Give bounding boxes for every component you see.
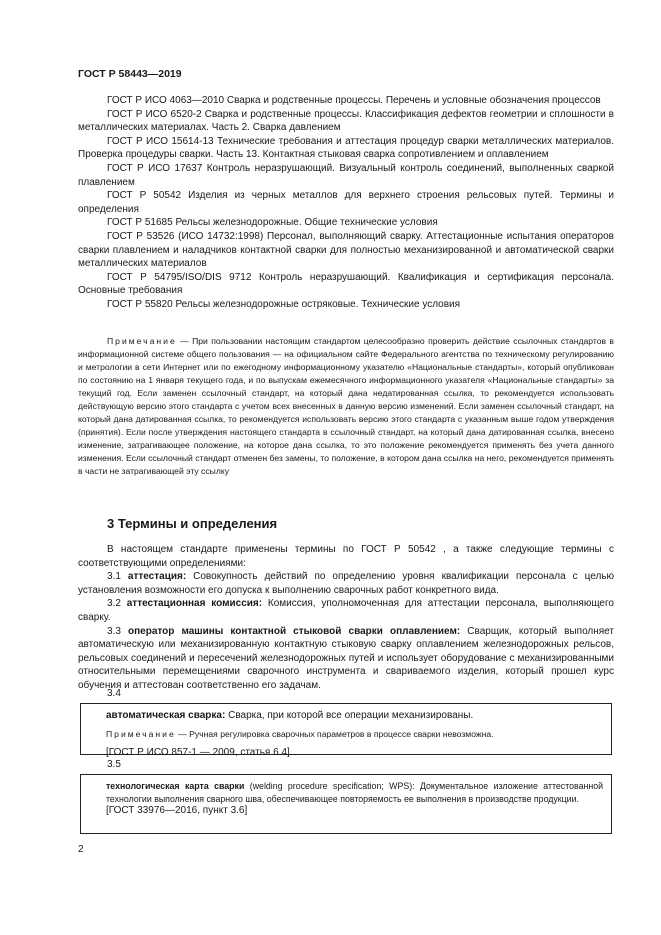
- term-entry: [78, 597, 614, 624]
- section-body: [78, 543, 614, 693]
- term-name: оператор машины контактной стыковой сварки оплавлением:: [128, 625, 461, 637]
- term-name: аттестационная комиссия:: [126, 598, 263, 610]
- reference-item: ГОСТ Р 50542 Изделия из черных металлов для верхнего строения рельсовых путей. Термины и определения: [78, 190, 614, 215]
- term-source: [ГОСТ Р ИСО 857-1 — 2009, статья 6.4]: [106, 747, 290, 759]
- term-name: автоматическая сварка:: [106, 710, 226, 721]
- reference-item: ГОСТ Р 53526 (ИСО 14732:1998) Персонал, выполняющий сварку. Аттестационные испытания операторов сварки плавлением и наладчиков контактной сварки для полностью механизированной и автоматической сварки металлических материалов: [78, 230, 614, 270]
- reference-item: ГОСТ Р ИСО 15614-13 Технические требования и аттестация процедур сварки металлических материалов. Проверка процедуры сварки. Часть 13. Контактная стыковая сварка сопротивлением и оплавлением: [78, 135, 614, 161]
- references-note: [78, 335, 614, 478]
- term-number: 3.2: [107, 598, 121, 610]
- reference-item: ГОСТ Р 51685 Рельсы железнодорожные. Общие технические условия: [107, 217, 438, 229]
- note-label: Примечание: [106, 728, 176, 739]
- term-definition: Комиссия, уполномоченная для аттестации персонала, выполняющего сварку.: [78, 598, 614, 623]
- term-definition: Сварка, при которой все операции механизированы.: [225, 710, 474, 721]
- page-header: ГОСТ Р 58443—2019: [78, 68, 182, 80]
- note-text: — При пользовании настоящим стандартом целесообразно проверить действие ссылочных стандартов в информационной системе общего пользования — на официальном сайте Федерального агентства по техническому регулированию и метрологии в сети Интернет или по ежегодному информационному указателю «Национальные стандарты», который опубликован по состоянию на 1 января текущего года, и по выпускам ежемесячного информационного указателя «Национальные стандарты» за текущий год. Если заменен ссылочный стандарт, на который дана недатированная ссылка, то рекомендуется использовать действующую версию этого стандарта с учетом всех внесенных в данную версию изменений. Если заменен ссылочный стандарт, на который дана датированная ссылка, то рекомендуется использовать версию этого стандарта с указанным выше годом утверждения (принятия). Если после утверждения настоящего стандарта в ссылочный стандарт, на который дана датированная ссылка, внесено изменение, затрагивающее положение, на которое дана ссылка, то это положение рекомендуется применять без учета данного изменения. Если ссылочный стандарт отменен без замены, то положение, в котором дана ссылка на него, рекомендуется применять в части не затрагивающей эту ссылку: [78, 336, 614, 476]
- term-box: [80, 703, 612, 759]
- term-name: технологическая карта сварки: [106, 781, 245, 791]
- term-definition: Совокупность действий по определению уровня квалификации персонала с целью установления возможности его допуска к выполнению сварочных работ конкретного вида.: [78, 571, 614, 596]
- normative-references: [78, 94, 614, 312]
- term-number: 3.4: [107, 688, 121, 699]
- reference-item: ГОСТ Р ИСО 6520-2 Сварка и родственные процессы. Классификация дефектов геометрии и сплошности в металлических материалах. Часть 2. Сварка давлением: [78, 108, 614, 134]
- section-title: 3 Термины и определения: [107, 516, 278, 531]
- section-intro: В настоящем стандарте применены термины по ГОСТ Р 50542 , а также следующие термины с соответствующими определениями:: [78, 544, 614, 569]
- page-number: 2: [78, 844, 84, 855]
- reference-item: ГОСТ Р ИСО 4063—2010 Сварка и родственные процессы. Перечень и условные обозначения процессов: [107, 95, 601, 106]
- term-entry: [78, 625, 614, 693]
- term-source: [ГОСТ 33976—2016, пункт 3.6]: [106, 805, 248, 817]
- term-entry: [78, 570, 614, 597]
- term-number: 3.5: [107, 759, 121, 770]
- term-name: аттестация:: [127, 571, 187, 583]
- reference-item: ГОСТ Р ИСО 17637 Контроль неразрушающий. Визуальный контроль соединений, выполненных сваркой плавлением: [78, 162, 614, 188]
- term-box: [80, 774, 612, 834]
- term-definition: Сварщик, который выполняет автоматическую или механизированную контактную стыковую сварку оплавлением железнодорожных рельсов, рельсовых соединений и пересечений железнодорожных путей и использует оборудование с механизированными относительными перемещениями сварочного инструмента и свариваемого изделия, который прошел курс обучения и аттестован соответственно его задачам.: [78, 625, 614, 691]
- note-label: Примечание: [107, 336, 177, 346]
- term-definition: (welding procedure specification; WPS): Документальное изложение аттестованной технологии выполнения сварного шва, обеспечивающее повторяемость ее выполнения в производстве продукции.: [106, 781, 604, 804]
- note-text: — Ручная регулировка сварочных параметров в процессе сварки невозможна.: [175, 728, 494, 739]
- reference-item: ГОСТ Р 55820 Рельсы железнодорожные остряковые. Технические условия: [107, 298, 461, 310]
- term-number: 3.1: [107, 571, 121, 583]
- reference-item: ГОСТ Р 54795/ISO/DIS 9712 Контроль неразрушающий. Квалификация и сертификация персонала. Основные требования: [78, 271, 614, 297]
- term-number: 3.3: [107, 625, 121, 637]
